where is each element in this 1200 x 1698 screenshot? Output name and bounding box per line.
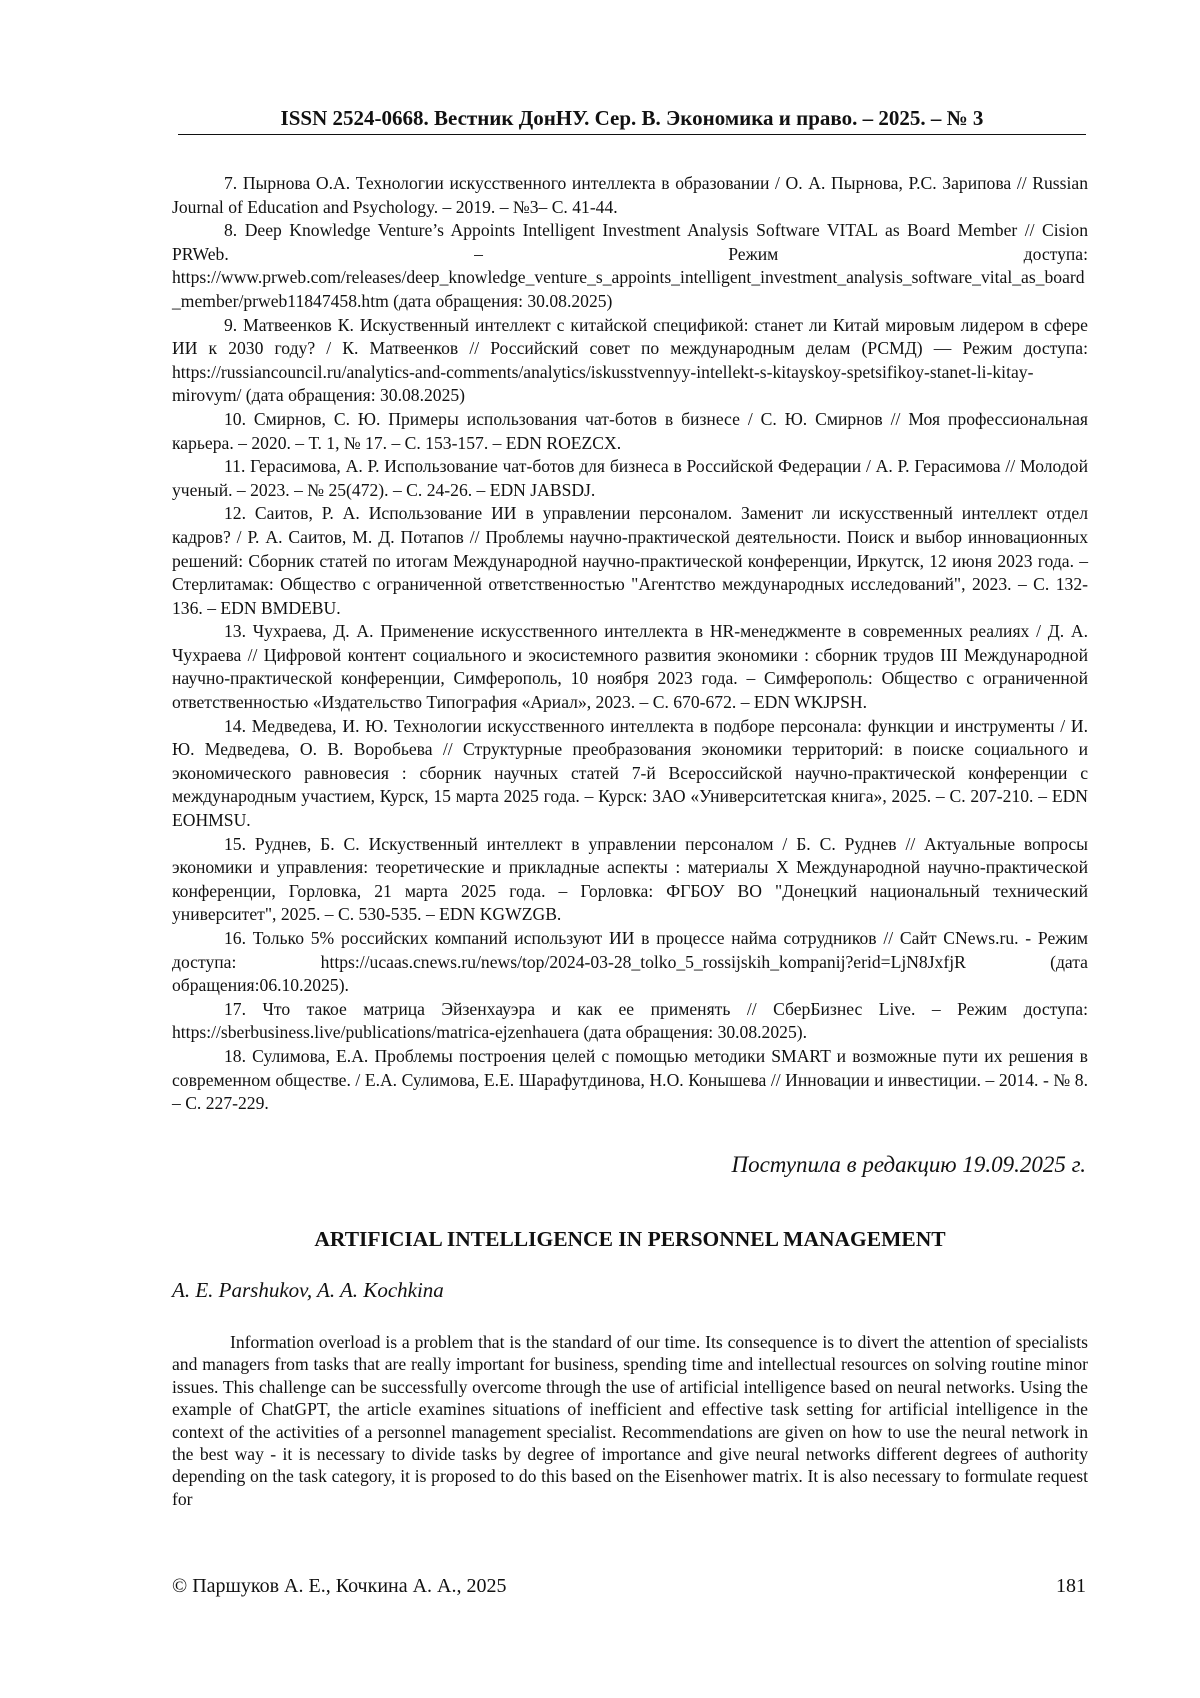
header-divider <box>178 134 1086 135</box>
reference-item-17: 17. Что такое матрица Эйзенхауэра и как ее применять // СберБизнес Live. – Режим доступа: https://sberbusiness.live/publications/matrica-ejzenhauera (дата обращения: 30.08.2025). <box>172 998 1088 1043</box>
english-title: ARTIFICIAL INTELLIGENCE IN PERSONNEL MANAGEMENT <box>314 1227 946 1251</box>
english-authors: A. E. Parshukov, A. A. Kochkina <box>172 1278 444 1302</box>
reference-item-11: 11. Герасимова, А. Р. Использование чат-ботов для бизнеса в Российской Федерации / А. Р. Герасимова // Молодой ученый. – 2023. – № 25(472). – С. 24-26. – EDN JABSDJ. <box>172 456 1088 500</box>
footer-copyright: © Паршуков А. Е., Кочкина А. А., 2025 <box>172 1575 507 1597</box>
received-date-note: Поступила в редакцию 19.09.2025 г. <box>731 1152 1086 1177</box>
reference-item-8: 8. Deep Knowledge Venture’s Appoints Intelligent Investment Analysis Software VITAL as Board Member // Cision PRWeb. – Режим доступа: https://www.prweb.com/releases/deep_knowledge_venture_s_appoints_intelligent_investment_analysis_software_vital_as_board_member/prweb11847458.htm (дата обращения: 30.08.2025) <box>172 220 1088 311</box>
reference-item-9: 9. Матвеенков К. Искуственный интеллект с китайской спецификой: станет ли Китай мировым лидером в сфере ИИ к 2030 году? / К. Матвеенков // Российский совет по международным делам (РСМД) — Режим доступа: https://russiancouncil.ru/analytics-and-comments/analytics/iskusstvennyy-intellekt-s-kitayskoy-spetsifikoy-stanet-li-kitay-mirovym/ (дата обращения: 30.08.2025) <box>172 314 1088 406</box>
reference-list <box>172 172 1088 1116</box>
reference-item-7: 7. Пырнова О.А. Технологии искусственного интеллекта в образовании / О. А. Пырнова, Р.С. Зарипова // Russian Journal of Education and Psychology. – 2019. – №3– С. 41-44. <box>172 173 1088 217</box>
reference-item-13: 13. Чухраева, Д. А. Применение искусственного интеллекта в HR-менеджменте в современных реалиях / Д. А. Чухраева // Цифровой контент социального и экосистемного развития экономики : сборник трудов III Международной научно-практической конференции, Симферополь, 10 ноября 2023 года. – Симферополь: Общество с ограниченной ответственностью «Издательство Типография «Ариал», 2023. – С. 670-672. – EDN WKJPSH. <box>172 621 1088 713</box>
reference-item-10: 10. Смирнов, С. Ю. Примеры использования чат-ботов в бизнесе / С. Ю. Смирнов // Моя профессиональная карьера. – 2020. – Т. 1, № 17. – С. 153-157. – EDN ROEZCX. <box>172 408 1088 453</box>
english-abstract: Information overload is a problem that is the standard of our time. Its consequence is to divert the attention of specialists and managers from tasks that are really important for business, spending time and intellectual resources on solving routine minor issues. This challenge can be successfully overcome through the use of artificial intelligence based on neural networks. Using the example of ChatGPT, the article examines situations of inefficient and effective task setting for artificial intelligence in the context of the activities of a personnel management specialist. Recommendations are given on how to use the neural network in the best way - it is necessary to divide tasks by degree of importance and give neural networks different degrees of authority depending on the task category, it is proposed to do this based on the Eisenhower matrix. It is also necessary to formulate request for <box>172 1332 1088 1509</box>
reference-item-18: 18. Сулимова, Е.А. Проблемы построения целей с помощью методики SMART и возможные пути их решения в современном обществе. / Е.А. Сулимова, Е.Е. Шарафутдинова, Н.О. Конышева // Инновации и инвестиции. – 2014. - № 8. – С. 227-229. <box>172 1045 1088 1114</box>
reference-item-14: 14. Медведева, И. Ю. Технологии искусственного интеллекта в подборе персонала: функции и инструменты / И. Ю. Медведева, О. В. Воробьева // Структурные преобразования экономики территорий: в поиске социального и экономического равновесия : сборник научных статей 7-й Всероссийской научно-практической конференции с международным участием, Курск, 15 марта 2025 года. – Курск: ЗАО «Университетская книга», 2025. – С. 207-210. – EDN EOHMSU. <box>172 715 1088 831</box>
reference-item-12: 12. Саитов, Р. А. Использование ИИ в управлении персоналом. Заменит ли искусственный интеллект отдел кадров? / Р. А. Саитов, М. Д. Потапов // Проблемы научно-практической деятельности. Поиск и выбор инновационных решений: Сборник статей по итогам Международной научно-практической конференции, Иркутск, 12 июня 2023 года. – Стерлитамак: Общество с ограниченной ответственностью "Агентство международных исследований", 2023. – С. 132-136. – EDN BMDEBU. <box>172 503 1088 618</box>
page-number: 181 <box>1056 1575 1086 1597</box>
running-head: ISSN 2524-0668. Вестник ДонНУ. Сер. В. Экономика и право. – 2025. – № 3 <box>280 106 984 130</box>
reference-item-16: 16. Только 5% российских компаний используют ИИ в процессе найма сотрудников // Сайт CNews.ru. - Режим доступа: https://ucaas.cnews.ru/news/top/2024-03-28_tolko_5_rossijskih_kompanij?erid=LjN8JxfjR (дата обращения:06.10.2025). <box>172 928 1088 996</box>
reference-item-15: 15. Руднев, Б. С. Искуственный интеллект в управлении персоналом / Б. С. Руднев // Актуальные вопросы экономики и управления: теоретические и прикладные аспекты : материалы X Международной научно-практической конференции, Горловка, 21 марта 2025 года. – Горловка: ФГБОУ ВО "Донецкий национальный технический университет", 2025. – С. 530-535. – EDN KGWZGB. <box>172 833 1088 925</box>
